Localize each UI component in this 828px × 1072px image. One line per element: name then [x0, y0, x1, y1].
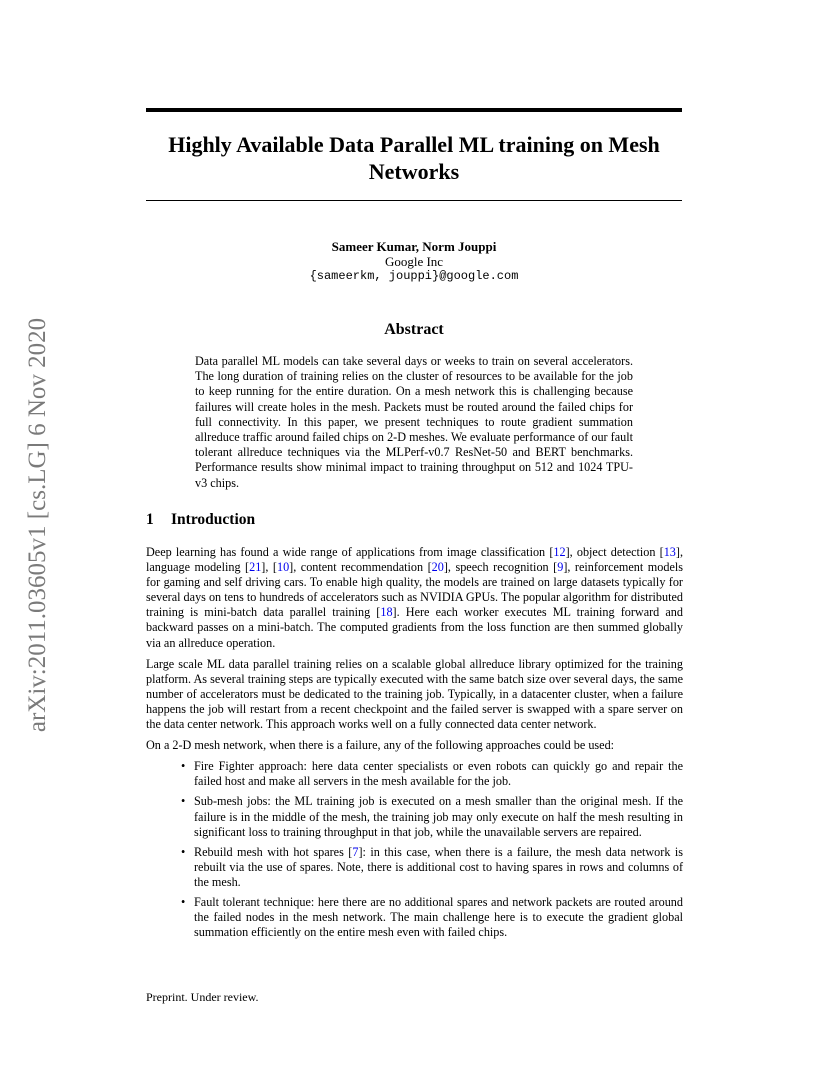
list-item-text: Fire Fighter approach: here data center specialists or even robots can quickly go and repair the failed host and make all servers in the mesh available for the job.: [194, 759, 683, 789]
list-item-text: : in this case, when there is a failure, the mesh data network is rebuilt via the use of spares. Note, there is additional cost to having spares in rows and columns of the mesh.: [194, 844, 683, 889]
list-item: [181, 759, 683, 789]
author-email: {sameerkm, jouppi}@google.com: [309, 269, 519, 283]
approach-list: [146, 759, 683, 940]
abstract-text: Data parallel ML models can take several days or weeks to train on several accelerators. The long duration of training relies on the cluster of resources to be available for the job to keep running for the entire duration. On a mesh network this is challenging because failures will create holes in the mesh. Packets must be routed around the failed chips for full connectivity. In this paper, we present techniques to route gradient summation allreduce traffic around failed chips on 2-D meshes. We evaluate performance of our fault tolerant allreduce techniques via the MLPerf-v0.7 ResNet-50 and BERT benchmarks. Performance results show minimal impact to training throughput on 512 and 1024 TPU-v3 chips.: [195, 354, 633, 490]
citation-link[interactable]: [ 9 ]: [553, 560, 567, 574]
citation-link[interactable]: [ 18 ]: [376, 605, 396, 619]
intro-paragraph-2: Large scale ML data parallel training relies on a scalable global allreduce library optimized for the training platform. As several training steps are typically executed with the same batch size over several days, the same number of accelerators must be dedicated to the training job. Typically, in a datacenter cluster, when a failure happens the job will restart from a recent checkpoint and the failed server is swapped with a spare server on the data center network. This approach works well on a fully connected data center network.: [146, 656, 683, 732]
citation-link[interactable]: [ 21 ]: [245, 560, 265, 574]
preprint-footer: Preprint. Under review.: [146, 990, 259, 1004]
arxiv-sidebar: [18, 290, 58, 760]
author-affiliation: Google Inc: [384, 254, 444, 269]
text-run: , speech recognition: [447, 560, 554, 575]
text-run: Deep learning has found a wide range of applications from image classification: [146, 545, 550, 559]
author-block: [146, 239, 682, 284]
author-names: Sameer Kumar, Norm Jouppi: [331, 239, 497, 254]
section-title: Introduction: [171, 511, 256, 528]
list-item-text: Sub-mesh jobs: the ML training job is executed on a mesh smaller than the original mesh. If the failure is in the middle of the mesh, the training job may only execute on half the mesh resulting in significant loss to training throughput in that job, while the unavailable servers are repaired.: [194, 794, 683, 839]
bullet-icon: •: [181, 759, 186, 774]
citation-link[interactable]: [ 10 ]: [273, 560, 293, 574]
list-item: [181, 894, 683, 940]
section-number: 1: [146, 511, 154, 528]
citation-link[interactable]: [ 20 ]: [428, 560, 448, 574]
text-run: , reinforcement models for gaming and self driving cars. To enable high quality, the models are trained on large datasets typically for several days on tens to hundreds of accelerators such as NVIDIA GPUs. The popular algorithm for distributed training is mini-batch data parallel training: [146, 560, 683, 620]
paper-title: Highly Available Data Parallel ML training on Mesh Networks: [168, 132, 660, 184]
list-item: [181, 844, 683, 890]
bullet-icon: •: [181, 894, 186, 909]
intro-paragraph-3: On a 2-D mesh network, when there is a failure, any of the following approaches could be used:: [146, 738, 615, 753]
abstract-heading: Abstract: [384, 321, 444, 338]
list-item: [181, 794, 683, 839]
citation-link[interactable]: [ 13 ]: [660, 545, 680, 559]
citation-link[interactable]: [ 7 ]: [348, 845, 362, 859]
introduction-body: [146, 545, 683, 945]
title-bottom-rule: [146, 200, 682, 201]
text-run: , language modeling: [146, 545, 683, 575]
bullet-icon: •: [181, 794, 186, 809]
list-item-text: Fault tolerant technique: here there are no additional spares and network packets are routed around the failed nodes in the mesh network. The main challenge here is to execute the gradient global summation efficiently on the entire mesh even with failed chips.: [194, 894, 683, 940]
section-heading-introduction: [146, 511, 255, 529]
intro-paragraph-1: [146, 545, 683, 651]
text-run: . Here each worker executes ML training forward and backward passes on a mini-batch. The computed gradients from the loss function are then summed globally via an allreduce operation.: [146, 605, 683, 650]
arxiv-identifier: arXiv:2011.03605v1 [cs.LG] 6 Nov 2020: [24, 317, 51, 733]
list-item-text: Rebuild mesh with hot spares: [194, 844, 349, 859]
text-run: , content recommendation: [293, 560, 428, 575]
text-run: , object detection: [569, 545, 660, 559]
citation-link[interactable]: [ 12 ]: [549, 545, 569, 559]
bullet-icon: •: [181, 844, 186, 859]
title-top-rule: [146, 108, 682, 112]
text-run: ,: [265, 560, 273, 575]
